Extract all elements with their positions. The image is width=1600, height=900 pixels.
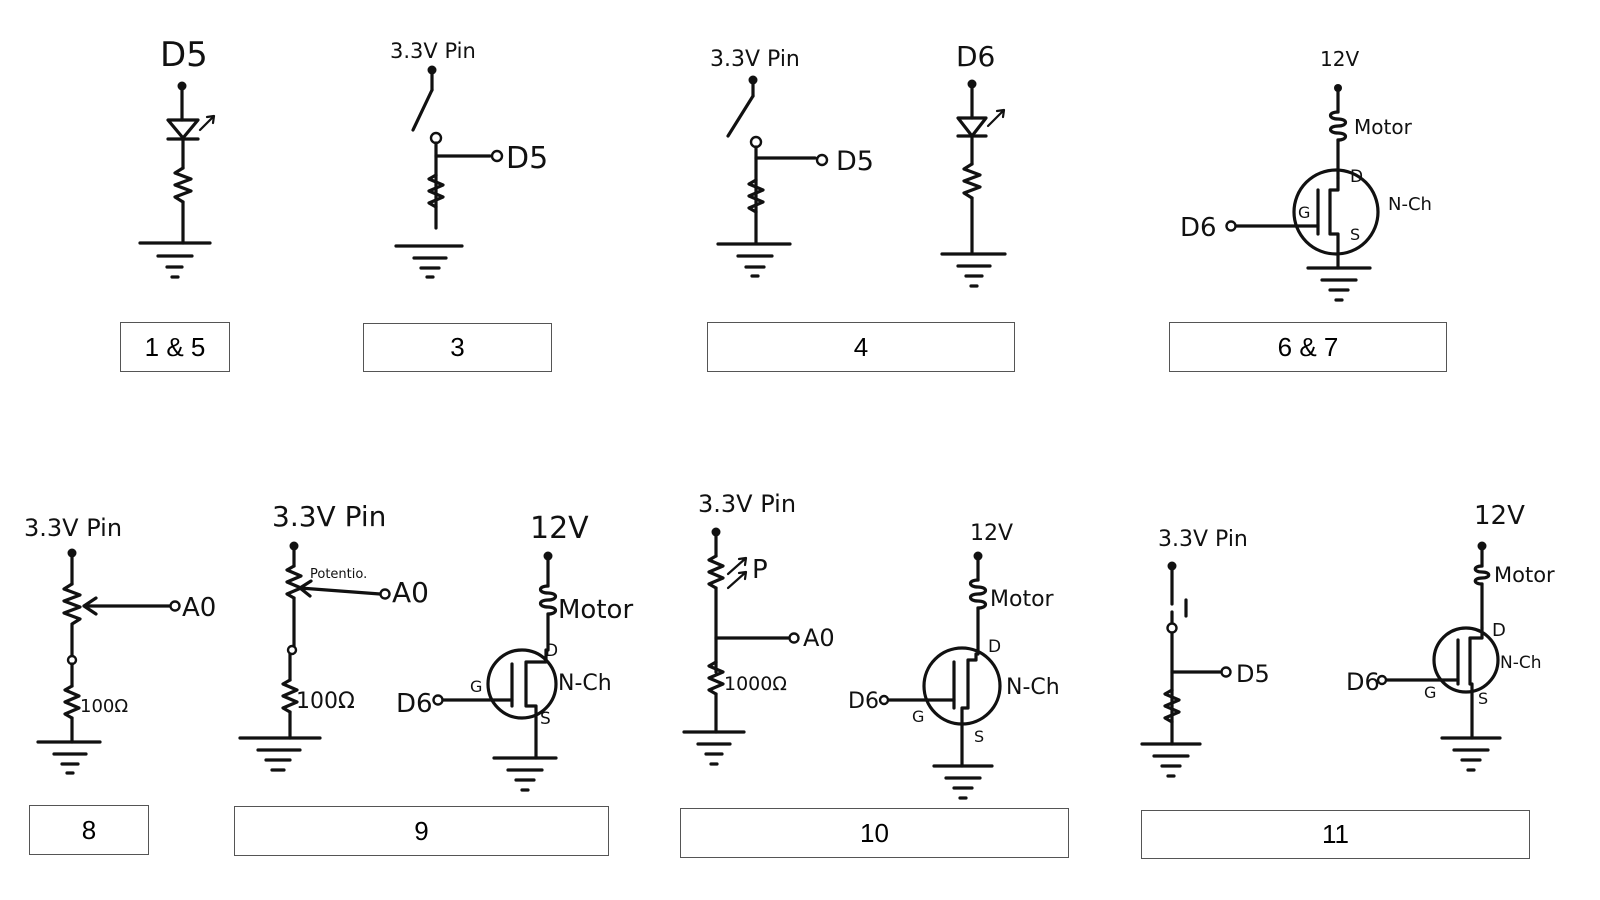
circuit-1-5 (140, 35, 214, 277)
circuit-3 (390, 39, 548, 277)
supply-label: 3.3V Pin (1158, 527, 1248, 552)
supply-label: 3.3V Pin (390, 39, 476, 63)
output-label: D5 (836, 146, 874, 177)
photoresistor-icon (709, 556, 723, 588)
source-label: S (1478, 689, 1489, 708)
caption-box-1-5: 1 & 5 (120, 322, 230, 372)
load-label: Motor (1354, 115, 1412, 139)
pot-label: Potentio. (310, 567, 368, 582)
circuit-11 (1142, 501, 1555, 776)
gate-pin-label: D6 (848, 689, 879, 714)
transistor-label: N-Ch (1006, 675, 1060, 700)
resistor-icon (65, 686, 79, 718)
sensor-label: P (752, 555, 768, 585)
caption-box-4: 4 (707, 322, 1015, 372)
output-label: A0 (803, 624, 835, 652)
resistor-label: 100Ω (80, 696, 129, 717)
caption-box-10: 10 (680, 808, 1069, 858)
gate-pin-label: D6 (396, 689, 433, 719)
circuit-6-7 (1180, 47, 1432, 300)
circuit-8 (24, 514, 216, 773)
n-channel-mosfet-icon (442, 650, 556, 758)
motor-coil-icon (1331, 112, 1346, 140)
supply-label: 12V (1320, 47, 1360, 71)
gate-label: G (912, 707, 925, 726)
resistor-label: 1000Ω (724, 673, 787, 695)
switch-icon (728, 96, 753, 136)
output-label: D5 (1236, 660, 1270, 688)
gate-pin-label: D6 (1180, 213, 1217, 243)
source-label: S (540, 709, 551, 729)
supply-label: 3.3V Pin (272, 500, 387, 533)
caption-box-11: 11 (1141, 810, 1530, 859)
caption-box-9: 9 (234, 806, 609, 856)
motor-coil-icon (971, 580, 986, 608)
source-label: S (974, 727, 985, 746)
n-channel-mosfet-icon (888, 648, 1000, 766)
motor-coil-icon (1475, 566, 1489, 584)
circuit-10 (684, 490, 1060, 798)
drain-label: D (1350, 167, 1364, 187)
ground-icon (140, 243, 210, 277)
output-label: A0 (182, 593, 217, 623)
resistor-icon (175, 168, 191, 202)
transistor-label: N-Ch (1388, 194, 1432, 215)
gate-label: G (1424, 683, 1437, 702)
gate-label: G (470, 677, 483, 696)
gate-pin-label: D6 (1346, 668, 1380, 696)
load-label: Motor (558, 595, 634, 625)
circuit-4 (710, 40, 1005, 286)
motor-coil-icon (541, 586, 556, 614)
n-channel-mosfet-icon (1386, 628, 1498, 738)
potentiometer-icon (64, 584, 80, 624)
source-label: S (1350, 225, 1361, 244)
resistor-label: 100Ω (296, 689, 355, 714)
supply2-label: 12V (530, 511, 589, 546)
supply2-label: 12V (1474, 501, 1525, 531)
transistor-label: N-Ch (558, 671, 612, 696)
load-label: Motor (1494, 563, 1555, 587)
caption-box-6-7: 6 & 7 (1169, 322, 1447, 372)
drain-label: D (1492, 620, 1506, 641)
supply-label: 3.3V Pin (698, 490, 797, 518)
led-icon (168, 116, 214, 139)
load-label: Motor (990, 587, 1054, 612)
pushbutton-icon (1172, 566, 1186, 622)
transistor-label: N-Ch (1500, 653, 1542, 673)
pin-label: D5 (160, 35, 208, 75)
supply-label: 3.3V Pin (24, 514, 123, 542)
circuit-9 (240, 500, 633, 790)
switch-icon (413, 90, 432, 130)
supply2-label: 12V (970, 521, 1014, 546)
caption-box-8: 8 (29, 805, 149, 855)
gate-label: G (1298, 203, 1311, 222)
potentiometer-icon (287, 566, 301, 598)
resistor-icon (964, 164, 980, 198)
led-pin-label: D6 (956, 40, 996, 73)
drain-label: D (545, 641, 559, 661)
led-icon (958, 110, 1004, 136)
drain-label: D (988, 637, 1002, 657)
output-label: D5 (506, 141, 549, 176)
output-label: A0 (392, 576, 429, 609)
supply-label: 3.3V Pin (710, 47, 800, 72)
resistor-icon (283, 680, 297, 712)
caption-box-3: 3 (363, 323, 552, 372)
